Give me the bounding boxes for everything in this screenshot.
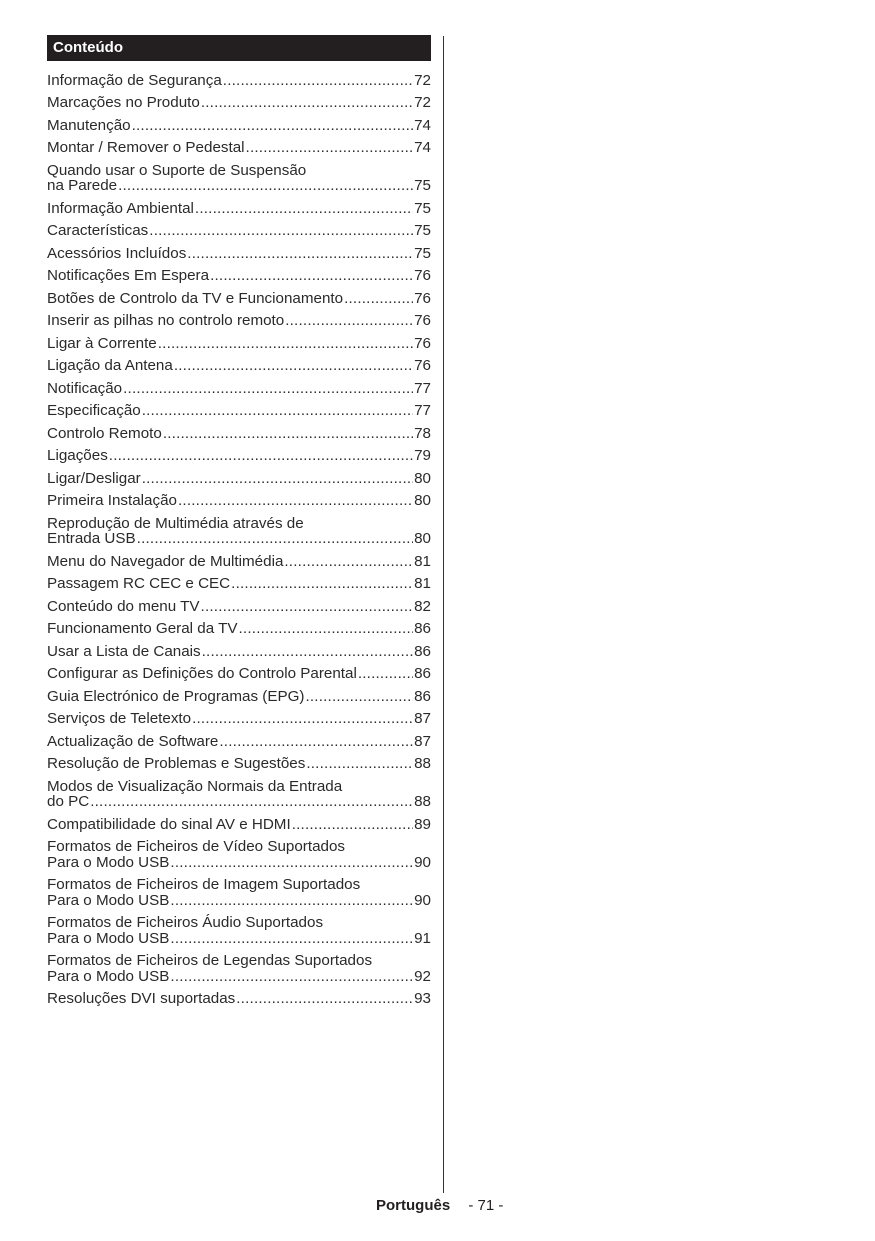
- toc-entry-page-number: 80: [414, 530, 431, 547]
- dot-leader: [142, 471, 413, 487]
- dot-leader: [90, 794, 413, 810]
- toc-entry-title: Notificações Em Espera: [47, 267, 210, 284]
- toc-entry[interactable]: [47, 69, 431, 92]
- dot-leader: [118, 178, 413, 194]
- toc-entry-title: Compatibilidade do sinal AV e HDMI: [47, 815, 291, 833]
- toc-entry-line: [47, 201, 431, 217]
- toc-entry[interactable]: [47, 874, 431, 912]
- toc-entry-title: Montar / Remover o Pedestal: [47, 139, 245, 156]
- toc-entry-title-line: Reprodução de Multimédia através de: [47, 514, 304, 532]
- toc-entry-title: Notificação: [47, 379, 123, 397]
- toc-entry-line: [47, 991, 431, 1007]
- dot-leader: [201, 599, 414, 615]
- toc-entry[interactable]: [47, 550, 431, 573]
- toc-entry-title-line: Formatos de Ficheiros Áudio Suportados: [47, 914, 324, 931]
- toc-entry[interactable]: [47, 137, 431, 160]
- toc-entry[interactable]: [47, 912, 431, 950]
- toc-entry[interactable]: [47, 445, 431, 468]
- toc-entry-line: [47, 223, 431, 239]
- toc-entry-title: Manutenção: [47, 116, 131, 134]
- dot-leader: [210, 268, 413, 284]
- toc-entry[interactable]: [47, 197, 431, 220]
- toc-entry-title: Menu do Navegador de Multimédia: [47, 552, 284, 570]
- toc-list: [47, 69, 431, 1010]
- toc-title: Conteúdo: [47, 35, 431, 61]
- toc-entry-line: [47, 381, 431, 397]
- toc-entry-line: [47, 426, 431, 442]
- toc-entry-line: [47, 644, 431, 660]
- dot-leader: [344, 291, 413, 307]
- dot-leader: [149, 223, 413, 239]
- toc-entry-line: [47, 118, 431, 134]
- dot-leader: [132, 118, 414, 134]
- toc-entry-line: [47, 817, 431, 833]
- toc-entry-line: [47, 313, 431, 329]
- toc-entry-page-number: 86: [414, 620, 431, 637]
- dot-leader: [201, 95, 413, 111]
- dot-leader: [187, 246, 413, 262]
- toc-entry-title: Para o Modo USB: [47, 929, 170, 947]
- toc-entry-title-line: Formatos de Ficheiros de Vídeo Suportados: [47, 838, 346, 855]
- toc-entry[interactable]: [47, 265, 431, 288]
- toc-entry-line: [47, 554, 431, 570]
- toc-entry[interactable]: [47, 490, 431, 513]
- dot-leader: [231, 576, 413, 592]
- toc-entry-line: [47, 178, 431, 194]
- toc-entry-title: Guia Electrónico de Programas (EPG): [47, 687, 305, 705]
- toc-entry-line: [47, 711, 431, 727]
- dot-leader: [158, 336, 413, 352]
- toc-entry-line: [47, 403, 431, 419]
- dot-leader: [284, 554, 413, 570]
- toc-entry-page-number: 77: [414, 379, 431, 397]
- toc-entry[interactable]: [47, 595, 431, 618]
- toc-entry-title-line: Modos de Visualização Normais da Entrada: [47, 777, 343, 795]
- dot-leader: [292, 817, 413, 833]
- toc-entry-title-line: Formatos de Ficheiros de Imagem Suportados: [47, 876, 361, 893]
- toc-entry-title: Ligação da Antena: [47, 357, 173, 374]
- toc-entry-page-number: 87: [414, 732, 431, 750]
- toc-entry-title: Características: [47, 222, 149, 239]
- dot-leader: [163, 426, 413, 442]
- toc-entry-title-line: Formatos de Ficheiros de Legendas Suportados: [47, 952, 373, 969]
- toc-entry-line: [47, 140, 431, 156]
- toc-entry[interactable]: [47, 573, 431, 596]
- toc-entry[interactable]: [47, 730, 431, 753]
- dot-leader: [170, 893, 413, 909]
- toc-entry-page-number: 75: [414, 199, 431, 217]
- toc-entry-title: Entrada USB: [47, 530, 136, 547]
- toc-entry-page-number: 74: [414, 139, 431, 156]
- toc-entry-page-number: 76: [414, 312, 431, 329]
- toc-entry-line: [47, 246, 431, 262]
- dot-leader: [202, 644, 413, 660]
- toc-entry-title: Para o Modo USB: [47, 967, 170, 985]
- toc-entry-title: Para o Modo USB: [47, 853, 170, 871]
- toc-entry[interactable]: [47, 685, 431, 708]
- toc-entry-title: Usar a Lista de Canais: [47, 642, 201, 660]
- toc-entry-line: [47, 531, 431, 547]
- toc-entry-page-number: 89: [414, 815, 431, 833]
- toc-entry[interactable]: [47, 400, 431, 423]
- toc-entry[interactable]: [47, 988, 431, 1011]
- toc-entry-line: [47, 576, 431, 592]
- toc-entry-page-number: 86: [414, 642, 431, 660]
- dot-leader: [239, 621, 414, 637]
- toc-entry[interactable]: [47, 618, 431, 641]
- toc-entry-line: [47, 855, 431, 871]
- toc-entry-page-number: 76: [414, 289, 431, 307]
- dot-leader: [170, 855, 413, 871]
- toc-entry-page-number: 79: [414, 447, 431, 464]
- toc-entry-line: [47, 268, 431, 284]
- toc-entry-title: Inserir as pilhas no controlo remoto: [47, 312, 285, 329]
- toc-entry-page-number: 92: [414, 967, 431, 985]
- toc-entry[interactable]: [47, 467, 431, 490]
- dot-leader: [170, 969, 413, 985]
- toc-entry[interactable]: [47, 220, 431, 243]
- toc-entry[interactable]: [47, 422, 431, 445]
- toc-entry-line: [47, 794, 431, 810]
- dot-leader: [306, 756, 413, 772]
- toc-entry-title: Botões de Controlo da TV e Funcionamento: [47, 289, 344, 307]
- toc-entry-page-number: 91: [414, 929, 431, 947]
- toc-entry-page-number: 76: [414, 267, 431, 284]
- toc-entry-title: Informação Ambiental: [47, 199, 194, 217]
- dot-leader: [305, 689, 413, 705]
- toc-entry-title: Ligações: [47, 447, 108, 464]
- toc-entry-line: [47, 95, 431, 111]
- toc-entry-title: Especificação: [47, 402, 141, 419]
- toc-entry[interactable]: [47, 92, 431, 115]
- toc-entry-title: Passagem RC CEC e CEC: [47, 575, 231, 592]
- dot-leader: [236, 991, 413, 1007]
- dot-leader: [137, 531, 413, 547]
- toc-entry-title: Primeira Instalação: [47, 492, 177, 509]
- toc-entry-page-number: 72: [414, 71, 431, 89]
- toc-entry-line: [47, 931, 431, 947]
- toc-entry-line: [47, 734, 431, 750]
- toc-entry-title: Funcionamento Geral da TV: [47, 620, 238, 637]
- toc-entry-line: [47, 358, 431, 374]
- dot-leader: [174, 358, 413, 374]
- toc-entry-title: na Parede: [47, 177, 118, 194]
- toc-entry-page-number: 72: [414, 94, 431, 111]
- toc-entry-title: Acessórios Incluídos: [47, 244, 187, 262]
- toc-entry-line: [47, 493, 431, 509]
- toc-entry-line: [47, 448, 431, 464]
- column-divider: [443, 36, 444, 1193]
- toc-entry-title: Serviços de Teletexto: [47, 710, 192, 727]
- dot-leader: [246, 140, 414, 156]
- toc-entry[interactable]: [47, 708, 431, 731]
- toc-entry-title: Actualização de Software: [47, 732, 219, 750]
- toc-entry-page-number: 76: [414, 334, 431, 352]
- toc-entry-title: Resoluções DVI suportadas: [47, 990, 236, 1007]
- toc-entry[interactable]: [47, 332, 431, 355]
- footer-page-number: - 71 -: [468, 1197, 504, 1214]
- toc-entry-title: Configurar as Definições do Controlo Parental: [47, 665, 357, 682]
- toc-entry-page-number: 81: [414, 575, 431, 592]
- toc-entry[interactable]: [47, 159, 431, 197]
- toc-entry[interactable]: [47, 310, 431, 333]
- dot-leader: [192, 711, 413, 727]
- toc-entry-page-number: 93: [414, 990, 431, 1007]
- dot-leader: [123, 381, 413, 397]
- toc-entry-page-number: 75: [414, 177, 431, 194]
- toc-entry-page-number: 88: [414, 755, 431, 772]
- toc-entry[interactable]: [47, 813, 431, 836]
- toc-entry-title: Ligar à Corrente: [47, 334, 157, 352]
- toc-entry[interactable]: [47, 377, 431, 400]
- toc-entry-title: Para o Modo USB: [47, 891, 170, 909]
- toc-entry-page-number: 90: [414, 853, 431, 871]
- toc-entry-page-number: 78: [414, 424, 431, 442]
- toc-entry-page-number: 87: [414, 710, 431, 727]
- toc-entry[interactable]: [47, 512, 431, 550]
- dot-leader: [285, 313, 413, 329]
- toc-entry-title: do PC: [47, 793, 90, 810]
- toc-entry-page-number: 82: [414, 597, 431, 615]
- dot-leader: [109, 448, 413, 464]
- toc-entry-line: [47, 689, 431, 705]
- toc-entry[interactable]: [47, 355, 431, 378]
- toc-entry-line: [47, 336, 431, 352]
- dot-leader: [142, 403, 413, 419]
- toc-entry[interactable]: [47, 775, 431, 813]
- toc-entry-page-number: 75: [414, 222, 431, 239]
- toc-entry-page-number: 75: [414, 244, 431, 262]
- toc-entry-page-number: 80: [414, 492, 431, 509]
- toc-entry[interactable]: [47, 640, 431, 663]
- toc-entry-page-number: 86: [414, 687, 431, 705]
- toc-entry[interactable]: [47, 287, 431, 310]
- toc-entry-line: [47, 969, 431, 985]
- toc-entry-page-number: 81: [414, 552, 431, 570]
- toc-entry-line: [47, 471, 431, 487]
- toc-entry-line: [47, 666, 431, 682]
- dot-leader: [219, 734, 413, 750]
- toc-entry-line: [47, 621, 431, 637]
- toc-entry[interactable]: [47, 114, 431, 137]
- footer-language: Português: [376, 1197, 451, 1214]
- page-footer: [376, 1197, 503, 1214]
- dot-leader: [358, 666, 413, 682]
- toc-entry-title: Ligar/Desligar: [47, 469, 141, 487]
- toc-entry-page-number: 77: [414, 402, 431, 419]
- toc-entry[interactable]: [47, 836, 431, 874]
- table-of-contents: [47, 35, 431, 1010]
- toc-entry-title: Resolução de Problemas e Sugestões: [47, 755, 306, 772]
- dot-leader: [170, 931, 413, 947]
- dot-leader: [223, 73, 413, 89]
- toc-entry-line: [47, 73, 431, 89]
- toc-entry-page-number: 88: [414, 793, 431, 810]
- toc-entry-page-number: 80: [414, 469, 431, 487]
- toc-entry-title: Informação de Segurança: [47, 71, 222, 89]
- toc-entry[interactable]: [47, 663, 431, 686]
- toc-entry-page-number: 86: [414, 665, 431, 682]
- toc-entry-line: [47, 893, 431, 909]
- toc-entry-title: Controlo Remoto: [47, 424, 162, 442]
- toc-entry-line: [47, 291, 431, 307]
- toc-entry-title: Conteúdo do menu TV: [47, 597, 200, 615]
- toc-entry-line: [47, 756, 431, 772]
- dot-leader: [195, 201, 413, 217]
- toc-entry-title: Marcações no Produto: [47, 94, 200, 111]
- toc-entry-page-number: 90: [414, 891, 431, 909]
- toc-entry-page-number: 74: [414, 116, 431, 134]
- toc-entry-title-line: Quando usar o Suporte de Suspensão: [47, 161, 307, 179]
- toc-entry[interactable]: [47, 753, 431, 776]
- toc-entry[interactable]: [47, 950, 431, 988]
- toc-entry-line: [47, 599, 431, 615]
- toc-entry-page-number: 76: [414, 357, 431, 374]
- dot-leader: [178, 493, 413, 509]
- toc-entry[interactable]: [47, 242, 431, 265]
